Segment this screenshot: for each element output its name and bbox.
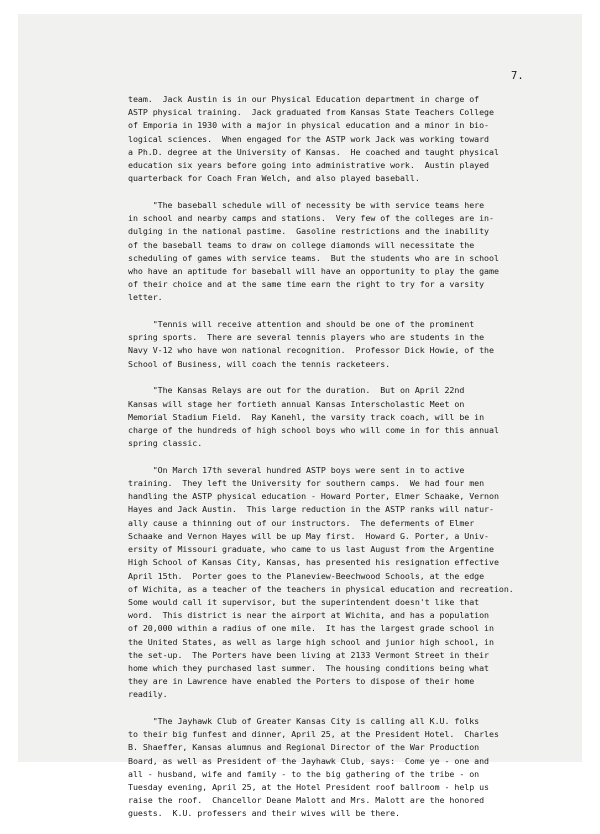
- paragraph: [128, 464, 538, 702]
- text-line: the United States, as well as large high school and junior high school, in: [128, 636, 494, 647]
- text-line: quarterback for Coach Fran Welch, and also played baseball.: [128, 173, 420, 184]
- text-line: a Ph.D. degree at the University of Kansas. He coached and taught physical: [128, 146, 499, 157]
- text-line: Board, as well as President of the Jayhawk Club, says: Come ye - one and: [128, 755, 489, 766]
- paragraph: [128, 199, 538, 305]
- text-line: they are in Lawrence have enabled the Porters to dispose of their home: [128, 676, 475, 687]
- text-line: home which they purchased last summer. The housing conditions being what: [128, 662, 489, 673]
- text-line: dulging in the national pastime. Gasoline restrictions and the inability: [128, 226, 489, 237]
- text-line: of the baseball teams to draw on college diamonds will necessitate the: [128, 239, 475, 250]
- text-line: Schaake and Vernon Hayes will be up May first. Howard G. Porter, a Univ-: [128, 530, 489, 541]
- text-line: April 15th. Porter goes to the Planeview-Beechwood Schools, at the edge: [128, 570, 485, 581]
- text-line: spring sports. There are several tennis players who are students in the: [128, 332, 485, 343]
- text-line: word. This district is near the airport at Wichita, and has a population: [128, 610, 489, 621]
- text-line: High School of Kansas City, Kansas, has presented his resignation effective: [128, 557, 499, 568]
- text-line: of their choice and at the same time earn the right to try for a varsity: [128, 279, 485, 290]
- text-line: guests. K.U. professers and their wives will be there.: [128, 808, 400, 819]
- text-line: B. Shaeffer, Kansas alumnus and Regional Director of the War Production: [128, 742, 480, 753]
- page-number: 7.: [511, 70, 524, 82]
- text-line: in school and nearby camps and stations. Very few of the colleges are in-: [128, 213, 494, 224]
- typed-text-body: [128, 93, 538, 834]
- text-line: Navy V-12 who have won national recognition. Professor Dick Howie, of the: [128, 345, 494, 356]
- text-line: "Tennis will receive attention and should be one of the prominent: [128, 319, 475, 330]
- text-line: Memorial Stadium Field. Ray Kanehl, the varsity track coach, will be in: [128, 411, 485, 422]
- text-line: "The Jayhawk Club of Greater Kansas City is calling all K.U. folks: [128, 716, 480, 727]
- text-line: of 20,000 within a radius of one mile. It has the largest grade school in: [128, 623, 494, 634]
- paragraph: [128, 715, 538, 821]
- text-line: handling the ASTP physical education - Howard Porter, Elmer Schaake, Vernon: [128, 491, 499, 502]
- paragraph: [128, 384, 538, 450]
- text-line: ASTP physical training. Jack graduated from Kansas State Teachers College: [128, 107, 494, 118]
- text-line: Tuesday evening, April 25, at the Hotel President roof ballroom - help us: [128, 782, 489, 793]
- text-line: Hayes and Jack Austin. This large reduction in the ASTP ranks will natur-: [128, 504, 494, 515]
- text-line: to their big funfest and dinner, April 25, at the President Hotel. Charles: [128, 729, 499, 740]
- text-line: ersity of Missouri graduate, who came to us last August from the Argentine: [128, 544, 494, 555]
- text-line: of Emporia in 1930 with a major in physical education and a minor in bio-: [128, 120, 489, 131]
- text-line: education six years before going into administrative work. Austin played: [128, 160, 489, 171]
- text-line: Some would call it supervisor, but the superintendent doesn't like that: [128, 596, 480, 607]
- text-line: ally cause a thinning out of our instructors. The deferments of Elmer: [128, 517, 475, 528]
- text-line: charge of the hundreds of high school boys who will come in for this annual: [128, 424, 499, 435]
- paper-sheet: [18, 14, 582, 819]
- text-line: who have an aptitude for baseball will have an opportunity to play the game: [128, 265, 499, 276]
- text-line: scheduling of games with service teams. But the students who are in school: [128, 252, 499, 263]
- text-line: "On March 17th several hundred ASTP boys were sent in to active: [128, 464, 465, 475]
- text-line: readily.: [128, 689, 168, 700]
- text-line: of Wichita, as a teacher of the teachers in physical education and recreation.: [128, 583, 514, 594]
- paragraph: [128, 318, 538, 371]
- text-line: logical sciences. When engaged for the ASTP work Jack was working toward: [128, 133, 489, 144]
- text-line: letter.: [128, 292, 163, 303]
- text-line: all - husband, wife and family - to the big gathering of the tribe - on: [128, 768, 480, 779]
- paragraph: [128, 93, 538, 185]
- text-line: "The Kansas Relays are out for the duration. But on April 22nd: [128, 385, 465, 396]
- text-line: School of Business, will coach the tennis racketeers.: [128, 358, 391, 369]
- text-line: the set-up. The Porters have been living at 2133 Vermont Street in their: [128, 649, 489, 660]
- text-line: team. Jack Austin is in our Physical Education department in charge of: [128, 94, 480, 104]
- text-line: raise the roof. Chancellor Deane Malott and Mrs. Malott are the honored: [128, 795, 485, 806]
- text-line: "The baseball schedule will of necessity be with service teams here: [128, 199, 485, 210]
- text-line: training. They left the University for southern camps. We had four men: [128, 478, 485, 489]
- text-line: Kansas will stage her fortieth annual Kansas Interscholastic Meet on: [128, 398, 465, 409]
- text-line: spring classic.: [128, 438, 203, 449]
